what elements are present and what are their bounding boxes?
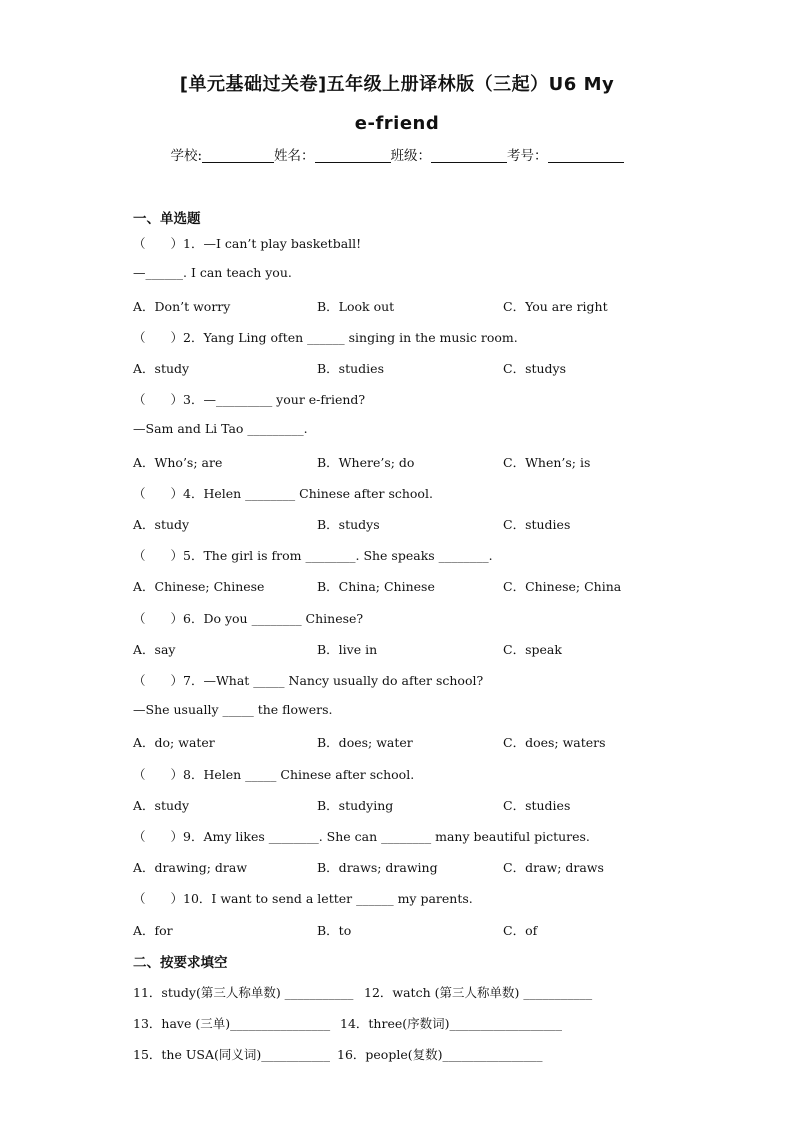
document-title-line-1: [单元基础过关卷]五年级上册译林版（三起）U6 My — [179, 74, 615, 95]
question-10: （ ）10．I want to send a letter ______ my parents. — [133, 891, 473, 906]
question-5: （ ）5．The girl is from ________. She speaks ________. — [133, 548, 493, 563]
option-c[interactable]: C．speak — [503, 642, 562, 657]
option-c[interactable]: C．studies — [503, 798, 571, 813]
question-6: （ ）6．Do you ________ Chinese? — [133, 611, 364, 626]
option-b[interactable]: B．to — [317, 923, 352, 938]
option-c[interactable]: C．does; waters — [503, 735, 606, 750]
question-7-options — [133, 733, 653, 751]
option-a[interactable]: A．study — [133, 517, 190, 532]
class-label: 班级： — [390, 148, 432, 164]
fill-item-11[interactable]: 11．study(第三人称单数) ___________ — [133, 985, 354, 1000]
option-c[interactable]: C．studys — [503, 361, 567, 376]
section-1-heading: 一、单选题 — [133, 211, 201, 227]
option-b[interactable]: B．live in — [317, 642, 378, 657]
name-blank[interactable] — [315, 148, 391, 163]
option-a[interactable]: A．say — [133, 642, 176, 657]
question-3-options — [133, 453, 653, 471]
question-7: （ ）7．—What _____ Nancy usually do after school? — [133, 673, 484, 688]
question-7-response: —She usually _____ the flowers. — [133, 702, 333, 717]
option-b[interactable]: B．studying — [317, 798, 394, 813]
question-9: （ ）9．Amy likes ________. She can ________ many beautiful pictures. — [133, 829, 590, 844]
option-b[interactable]: B．does; water — [317, 735, 413, 750]
fill-item-14[interactable]: 14．three(序数词)__________________ — [340, 1016, 563, 1031]
name-label: 姓名： — [274, 148, 315, 164]
question-3: （ ）3．—_________ your e-friend? — [133, 392, 366, 407]
document-title-line-2: e-friend — [354, 113, 440, 134]
option-a[interactable]: A．Chinese; Chinese — [133, 579, 265, 594]
option-b[interactable]: B．draws; drawing — [317, 860, 438, 875]
number-blank[interactable] — [548, 148, 624, 163]
question-8-options — [133, 796, 653, 814]
option-c[interactable]: C．studies — [503, 517, 571, 532]
question-4-options — [133, 515, 653, 533]
student-info-row — [0, 144, 794, 164]
question-2: （ ）2．Yang Ling often ______ singing in the music room. — [133, 330, 518, 345]
class-blank[interactable] — [431, 148, 507, 163]
school-label: 学校: — [170, 148, 203, 164]
question-1-response: —______. I can teach you. — [133, 265, 292, 280]
question-1: （ ）1．—I can’t play basketball! — [133, 236, 362, 251]
question-5-options — [133, 577, 653, 595]
fill-item-13[interactable]: 13．have (三单)________________ — [133, 1016, 331, 1031]
option-c[interactable]: C．draw; draws — [503, 860, 604, 875]
option-b[interactable]: B．China; Chinese — [317, 579, 435, 594]
question-8: （ ）8．Helen _____ Chinese after school. — [133, 767, 415, 782]
question-6-options — [133, 640, 653, 658]
question-1-options — [133, 297, 653, 315]
fill-item-15[interactable]: 15．the USA(同义词)___________ — [133, 1047, 330, 1062]
number-label: 考号： — [507, 148, 548, 164]
option-c[interactable]: C．You are right — [503, 299, 608, 314]
option-a[interactable]: A．for — [133, 923, 173, 938]
option-a[interactable]: A．Don’t worry — [133, 299, 231, 314]
option-a[interactable]: A．study — [133, 798, 190, 813]
option-b[interactable]: B．Look out — [317, 299, 395, 314]
option-c[interactable]: C．When’s; is — [503, 455, 591, 470]
option-c[interactable]: C．Chinese; China — [503, 579, 622, 594]
question-10-options — [133, 921, 653, 939]
option-a[interactable]: A．drawing; draw — [133, 860, 248, 875]
section-2-heading: 二、按要求填空 — [133, 955, 228, 971]
option-a[interactable]: A．study — [133, 361, 190, 376]
fill-item-16[interactable]: 16．people(复数)________________ — [337, 1047, 543, 1062]
question-3-response: —Sam and Li Tao _________. — [133, 421, 308, 436]
option-b[interactable]: B．Where’s; do — [317, 455, 415, 470]
option-a[interactable]: A．do; water — [133, 735, 215, 750]
option-b[interactable]: B．studys — [317, 517, 380, 532]
fill-item-12[interactable]: 12．watch (第三人称单数) ___________ — [364, 985, 593, 1000]
question-9-options — [133, 858, 653, 876]
school-blank[interactable] — [202, 148, 274, 163]
option-a[interactable]: A．Who’s; are — [133, 455, 223, 470]
question-4: （ ）4．Helen ________ Chinese after school. — [133, 486, 433, 501]
question-2-options — [133, 359, 653, 377]
option-b[interactable]: B．studies — [317, 361, 384, 376]
option-c[interactable]: C．of — [503, 923, 538, 938]
